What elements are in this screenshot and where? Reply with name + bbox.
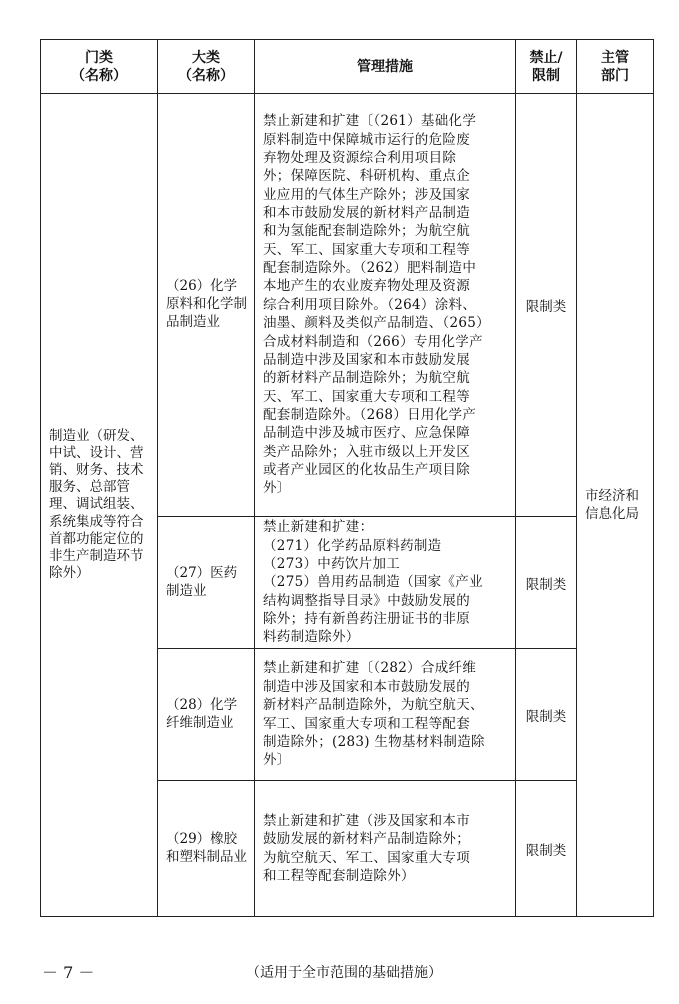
measure-text [255,517,516,649]
measure-line: 合成材料制造和（266）专用化学产 [263,333,483,350]
measure-line: 类产品除外；入驻市级以上开发区 [263,443,470,460]
measure-line: 和为氢能配套制造除外；为航空航 [263,223,470,240]
measure-text [255,649,516,781]
subcategory-name: （28）化学纤维制造业 [158,649,255,781]
restriction-type: 限制类 [516,517,577,649]
measure-line: 禁止新建和扩建： [263,519,374,536]
measure-line: 油墨、颜料及类似产品制造、（265） [263,315,490,332]
measure-text [255,94,516,517]
measure-line: 本地产生的农业废弃物处理及资源 [263,278,470,295]
measure-line: 弃物处理及资源综合利用项目除 [263,150,457,167]
subcategory-name: （29）橡胶和塑料制品业 [158,781,255,917]
measure-line: 配套制造除外。（262）肥料制造中 [263,260,477,277]
measure-line: 外〕 [263,480,291,497]
measure-line: 禁止新建和扩建（涉及国家和本市 [263,812,470,829]
policy-table [40,39,654,917]
subcategory-name: （26）化学原料和化学制品制造业 [158,94,255,517]
measure-line: 和工程等配套制造除外） [263,867,415,884]
measure-line: 军工、国家重大专项和工程等配套 [263,715,470,732]
measure-text [255,781,516,917]
header-department: 主管 部门 [577,40,654,94]
header-category: 门类 （名称） [41,40,158,94]
measure-line: 综合利用项目除外。（264）涂料、 [263,296,477,313]
measure-line: 制造除外；(283) 生物基材料制造除 [263,733,485,750]
measure-line: 品制造中涉及城市医疗、应急保障 [263,425,470,442]
measure-line: 制造中涉及国家和本市鼓励发展的 [263,678,470,695]
measure-line: 禁止新建和扩建〔（261）基础化学 [263,113,477,130]
measure-line: 料药制造除外） [263,629,360,646]
measure-line: 品制造中涉及国家和本市鼓励发展 [263,351,470,368]
restriction-type: 限制类 [516,781,577,917]
department-name: 市经济和信息化局 [577,94,654,917]
measure-line: （273）中药饮片加工 [263,555,401,572]
measure-line: 原料制造中保障城市运行的危险废 [263,131,470,148]
header-subcategory: 大类 （名称） [158,40,255,94]
measure-line: 外；保障医院、科研机构、重点企 [263,168,470,185]
measure-line: 鼓励发展的新材料产品制造除外； [263,831,470,848]
header-measures: 管理措施 [255,40,516,94]
page-number: － 7 － [42,963,95,982]
measure-line: 的新材料产品制造除外；为航空航 [263,370,470,387]
measure-line: 为航空航天、军工、国家重大专项 [263,849,470,866]
measure-line: 除外；持有新兽药注册证书的非原 [263,611,470,628]
measure-line: （275）兽用药品制造（国家《产业 [263,574,483,591]
measure-line: 或者产业园区的化妆品生产项目除 [263,461,470,478]
measure-line: 天、军工、国家重大专项和工程等 [263,388,470,405]
restriction-type: 限制类 [516,649,577,781]
scope-note: （适用于全市范围的基础措施） [246,965,442,981]
measure-line: 天、军工、国家重大专项和工程等 [263,241,470,258]
measure-line: 新材料产品制造除外，为航空航天、 [263,697,484,714]
table-row [41,94,654,517]
header-restriction: 禁止/ 限制 [516,40,577,94]
measure-line: 禁止新建和扩建〔（282）合成纤维 [263,660,477,677]
measure-line: 外〕 [263,752,291,769]
measure-line: 配套制造除外。（268）日用化学产 [263,406,477,423]
measure-line: 和本市鼓励发展的新材料产品制造 [263,205,470,222]
measure-line: 业应用的气体生产除外；涉及国家 [263,186,470,203]
restriction-type: 限制类 [516,94,577,517]
table-header-row [41,40,654,94]
measure-line: （271）化学药品原料药制造 [263,537,442,554]
measure-line: 结构调整指导目录》中鼓励发展的 [263,592,470,609]
subcategory-name: （27）医药制造业 [158,517,255,649]
category-name: 制造业（研发、中试、设计、营销、财务、技术服务、总部管理、调试组装、系统集成等符合首都功能定位的非生产制造环节除外） [41,94,158,917]
